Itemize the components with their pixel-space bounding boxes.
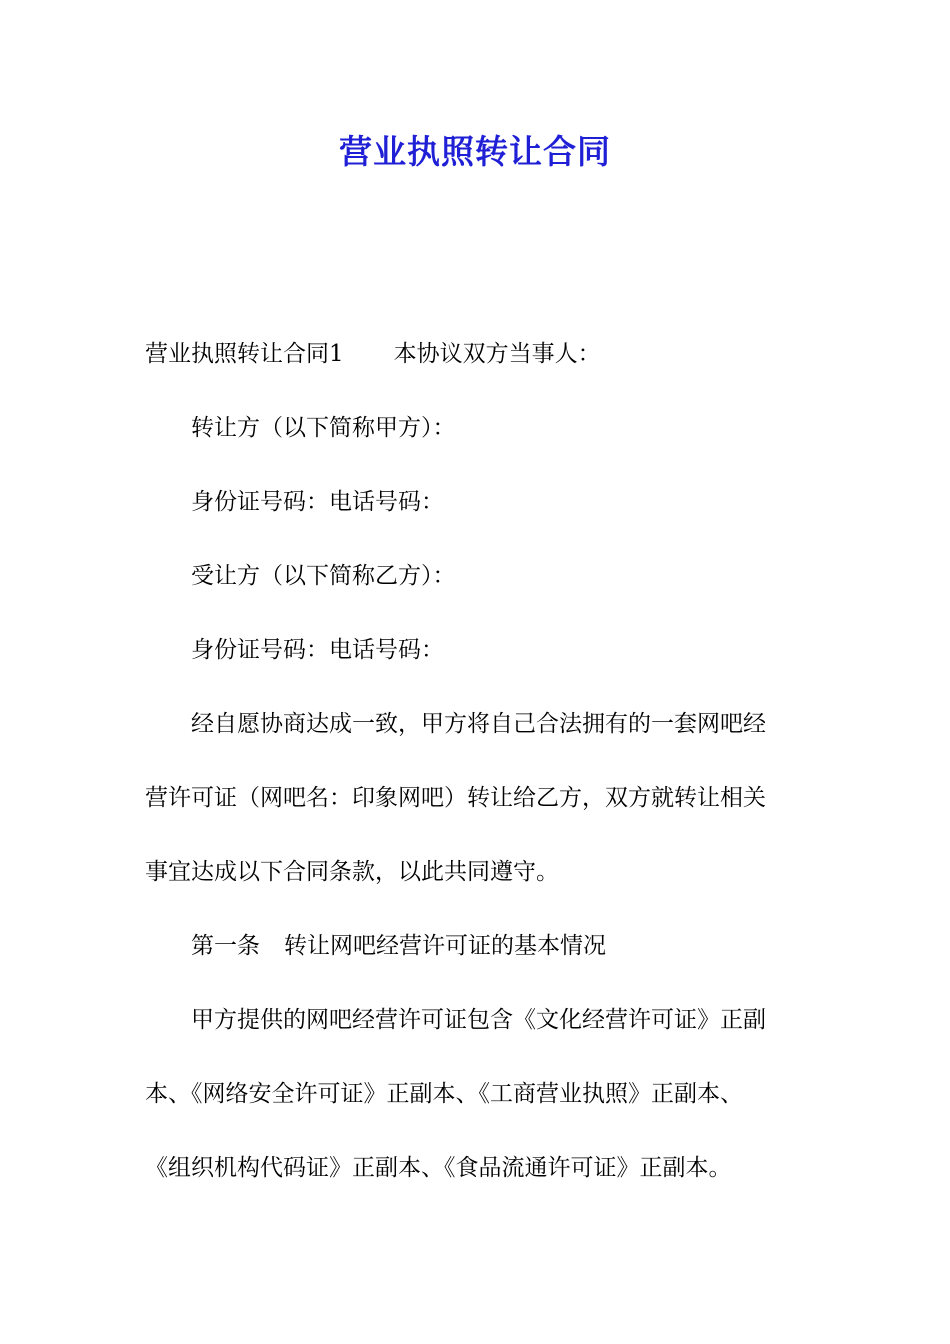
transferee-id-line: 身份证号码：电话号码： [191,637,444,663]
agreement-line-3: 事宜达成以下合同条款，以此共同遵守。 [145,859,559,885]
article-1-title: 转让网吧经营许可证的基本情况 [284,933,606,959]
intro-paragraph [145,336,810,373]
transferor-id-line: 身份证号码：电话号码： [191,489,444,515]
document-body [145,336,810,1187]
intro-parties: 本协议双方当事人： [393,341,601,367]
article-1-number: 第一条 [191,933,260,959]
transferor-line: 转让方（以下简称甲方）： [191,415,456,441]
article-1-heading [145,928,810,965]
licenses-line-3: 《组织机构代码证》正副本、《食品流通许可证》正副本。 [145,1155,732,1181]
licenses-line-1: 甲方提供的网吧经营许可证包含《文化经营许可证》正副 [191,1007,766,1033]
document-title: 营业执照转让合同 [339,132,611,171]
agreement-line-2: 营许可证（网吧名：印象网吧）转让给乙方，双方就转让相关 [145,785,766,811]
intro-heading: 营业执照转让合同1 [145,341,344,367]
licenses-line-2: 本、《网络安全许可证》正副本、《工商营业执照》正副本、 [145,1081,743,1107]
agreement-line-1: 经自愿协商达成一致，甲方将自己合法拥有的一套网吧经 [191,711,766,737]
transferee-line: 受让方（以下简称乙方）： [191,563,456,589]
